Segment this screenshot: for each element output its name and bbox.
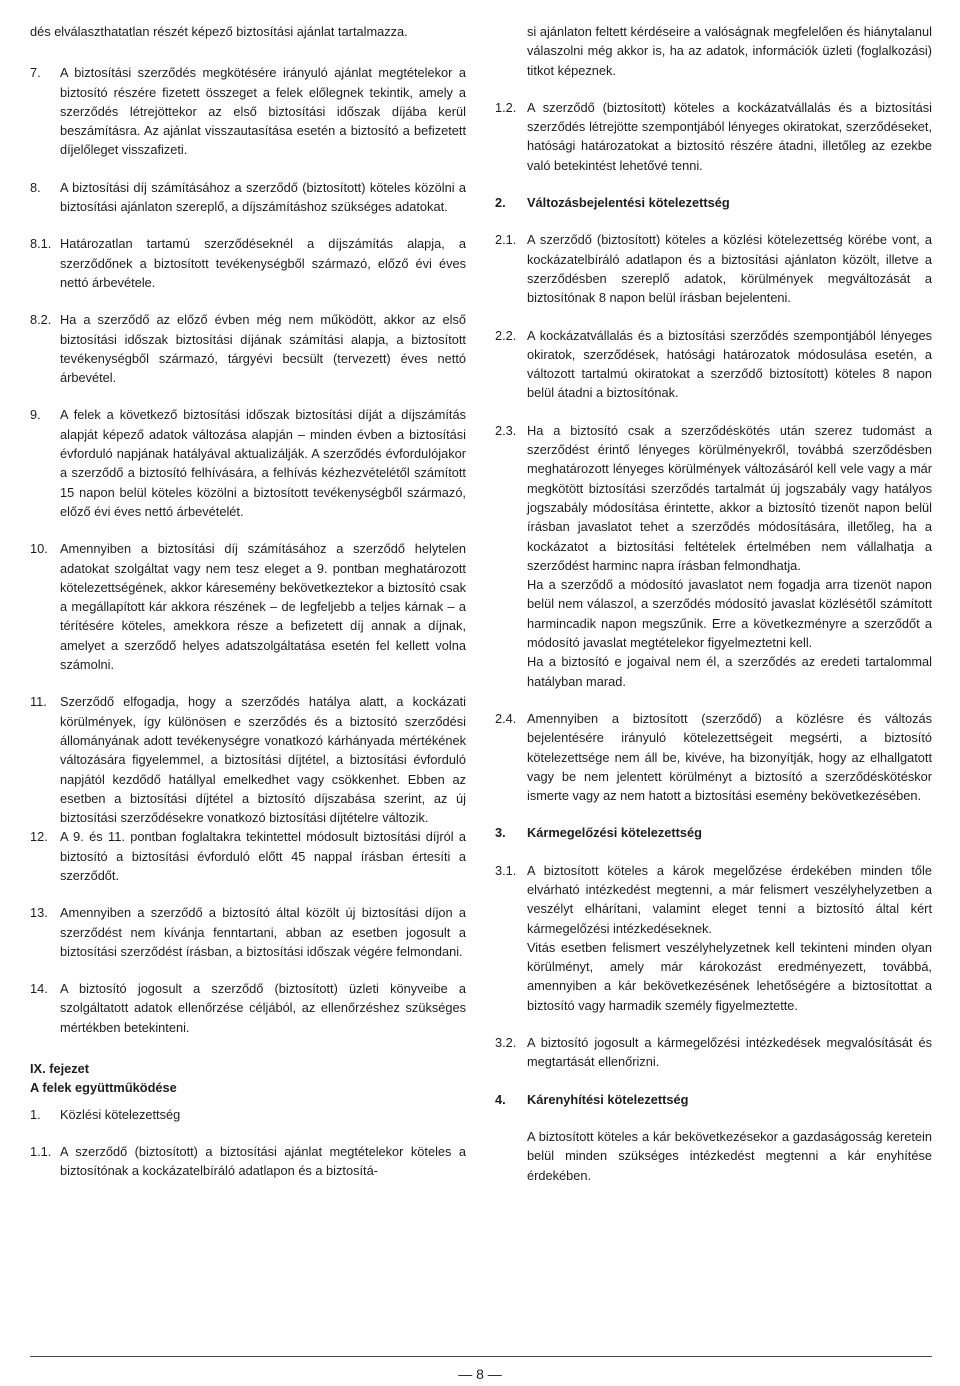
section-heading-1: [30, 1105, 466, 1124]
clause-7: [30, 63, 466, 159]
clause-text: A biztosító jogosult a kármegelőzési intézkedések megvalósítását és megtartását ellenőrizni.: [527, 1035, 932, 1070]
clause-1-2: [495, 98, 932, 175]
clause-text: A biztosítási díj számításához a szerződő (biztosított) köteles közölni a biztosítási ajánlaton szereplő, a díjszámításhoz szükséges adatokat.: [60, 179, 466, 215]
clause-text: A biztosított köteles a kár bekövetkezésekor a gazdaságosság keretein belül minden szükséges intézkedést megtenni a kár enyhítése érdekében.: [527, 1128, 932, 1183]
clause-number: 2.2.: [495, 327, 517, 343]
chapter-number: IX. fejezet: [30, 1061, 90, 1077]
clause-text: Amennyiben a biztosított (szerződő) a közlésre és változás bejelentésére irányuló kötelezettségeit megsérti, a biztosító kötelezettsége nem áll be, kivéve, ha bizonyítják, hogy az elhallgatott vagy be nem jelentett körülményt a biztosító a szerződéskötéskor ismerte vagy az nem hatott a biztosítási esemény bekövetkezésében.: [527, 710, 932, 804]
left-column: [30, 22, 466, 1181]
section-heading-3: [495, 823, 932, 842]
clause-2-4: [495, 709, 932, 805]
clause-text: A 9. és 11. pontban foglaltakra tekintettel módosult biztosítási díjról a biztosító a biztosítási évforduló előtt 45 nappal írásban értesíti a szerződőt.: [60, 829, 466, 883]
clause-number: 12.: [30, 829, 48, 845]
clause-text: Amennyiben a szerződő a biztosító által közölt új biztosítási díjon a szerződést nem kívánja fenntartani, abban az esetben jogosult a biztosítási szerződést írásban, a biztosítási időszak végére felmondani.: [60, 905, 466, 959]
footer-divider: [30, 1356, 932, 1357]
clause-text: A szerződő (biztosított) a biztosítási ajánlat megtételekor köteles a biztosítónak a kockázatelbíráló adatlapon és a biztosítá-: [60, 1143, 466, 1179]
section-title: Változásbejelentési kötelezettség: [527, 195, 730, 211]
clause-paragraph: Ha a szerződő a módosító javaslatot nem fogadja arra tizenöt napon belül nem válaszol, a szerződés módosító javaslat közlésétől számított harmincadik napon megszűnik. Erre a következményre a szerződőt a módosító javaslat megtételekor figyelmeztetni kell.: [527, 577, 932, 651]
clause-number: 8.: [30, 179, 41, 195]
clause-number: 14.: [30, 981, 48, 997]
clause-body: [527, 421, 932, 691]
clause-number: 1.1.: [30, 1143, 52, 1159]
clause-10: [30, 539, 466, 674]
clause-3-1: [495, 861, 932, 1015]
clause-number: 9.: [30, 407, 41, 423]
clause-text: Szerződő elfogadja, hogy a szerződés hatálya alatt, a kockázati körülmények, így különösen e szerződés és a biztosító szerződési állományának adott tevékenységre vonatkozó kárhányada mértékének változására figyelemmel, a biztosítási díjtétel, a biztosítási évforduló napjától kezdődő hatállyal emelkedhet vagy csökkenhet. Ebben az esetben a biztosítási díjtétel a biztosító díjszabása szerint, az új biztosítási szerződésekre vonatkozó biztosítási díjtételre változik.: [60, 694, 466, 826]
section-number: 1.: [30, 1106, 41, 1122]
clause-number: 8.2.: [30, 312, 52, 328]
clause-text: A biztosító jogosult a szerződő (biztosított) üzleti könyveibe a szolgáltatott adatok ellenőrzése céljából, az ellenőrzéshez szükséges mértékben betekinteni.: [60, 981, 466, 1035]
page-number: — 8 —: [458, 1366, 502, 1382]
section-title: Kárenyhítési kötelezettség: [527, 1091, 689, 1107]
section-heading-4: [495, 1090, 932, 1109]
clause-2-2: [495, 326, 932, 403]
clause-number: 2.1.: [495, 232, 517, 248]
clause-text: Amennyiben a biztosítási díj számításához a szerződő helytelen adatokat szolgáltat vagy nem tesz eleget a 9. pontban meghatározott kötelezettségének, akkor káresemény bekövetkeztekor a biztosító csak a megállapított kár akkora részének – de legfeljebb a teljes kárnak – a térítésére köteles, amekkora része a befizetett díj annak a díjnak, amelyet a szerződő helyes adatszolgáltatása esetén fel kellett volna számolni.: [60, 541, 466, 673]
clause-number: 11.: [30, 694, 47, 710]
clause-8-2: [30, 310, 466, 387]
clause-text: Ha a szerződő az előző évben még nem működött, akkor az első biztosítási időszak biztosítási díjának számítási alapja, a biztosított tevékenységből származó, tárgyévi becsült (tervezett) éves nettó árbevétel.: [60, 312, 466, 386]
clause-number: 1.2.: [495, 99, 517, 115]
continued-paragraph: dés elválaszthatatlan részét képező biztosítási ajánlat tartalmazza.: [30, 24, 408, 39]
clause-number: 3.2.: [495, 1035, 517, 1051]
clause-8-1: [30, 234, 466, 292]
clause-2-3: [495, 421, 932, 691]
section-title: Közlési kötelezettség: [60, 1106, 181, 1122]
clause-paragraph: Ha a biztosító csak a szerződéskötés után szerez tudomást a szerződést érintő lényeges körülményekről, továbbá szerződésben meghatározott lényeges körülmények változásáról kell vele vagy a már megkötött biztosítási szerződés tartalmát új jogszabály vagy hatályos jogszabály módosítása érintette, akkor a biztosító tizenöt napon belül írásban javaslatot tehet a szerződés módosítására, illetőleg, ha a kockázatot a biztosítási feltételek értelmében nem vállalhatja a szerződést harminc napra írásban felmondhatja.: [527, 422, 932, 573]
section-number: 2.: [495, 195, 506, 211]
clause-1-1: [30, 1142, 466, 1181]
right-column: [495, 22, 932, 1185]
section-heading-2: [495, 193, 932, 212]
clause-text: A szerződő (biztosított) köteles a közlési kötelezettség körébe vont, a kockázatelbíráló adatlapon és a biztosítási ajánlaton közölt, illetve a szerződésben szereplő adatok, körülmények megváltozását a biztosítónak 8 napon belül írásban bejelenteni.: [527, 232, 932, 306]
clause-11: [30, 692, 466, 827]
section-title: Kármegelőzési kötelezettség: [527, 825, 702, 841]
clause-number: 7.: [30, 65, 41, 81]
clause-text: Határozatlan tartamú szerződéseknél a díjszámítás alapja, a szerződőnek a biztosított tevékenységből származó, előző évi éves nettó árbevétele.: [60, 236, 466, 290]
clause-text: A kockázatvállalás és a biztosítási szerződés szempontjából lényeges okiratok, szerződések, hatósági határozatok módosulása esetén, a változott tartalmú okiratokat a szerződő biztosított) köteles 8 napon belül átadni a biztosítónak.: [527, 327, 932, 401]
section-number: 4.: [495, 1091, 506, 1107]
clause-paragraph: Ha a biztosító e jogaival nem él, a szerződés az eredeti tartalommal hatályban marad.: [527, 654, 932, 689]
clause-body: [527, 861, 932, 1015]
clause-14: [30, 979, 466, 1037]
chapter-title: A felek együttműködése: [30, 1080, 177, 1096]
clause-text: A felek a következő biztosítási időszak biztosítási díját a díjszámítás alapját képező adatok változása alapján – minden évben a biztosítási évforduló napjának hatályával aktualizálják. A szerződés évfordulójakor a szerződő a biztosító felhívására, a felhívás kézhezvételétől számított 15 napon belül köteles közölni a biztosított tevékenységből származó, előző évi éves nettó árbevételét.: [60, 407, 466, 519]
clause-number: 2.3.: [495, 422, 517, 438]
clause-text: A szerződő (biztosított) köteles a kockázatvállalás és a biztosítási szerződés létrejötte szempontjából lényeges okiratokat, szerződéseket, hatósági határozatokat a biztosító részére átadni, illetőleg az ezekbe való betekintést lehetővé tenni.: [527, 99, 932, 173]
continued-text: si ajánlaton feltett kérdéseire a valóságnak megfelelően és hiánytalanul válaszolni még akkor is, ha az adatok, információk üzleti (foglalkozási) titkot képeznek.: [527, 24, 932, 78]
clause-4: [495, 1127, 932, 1185]
clause-text: A biztosítási szerződés megkötésére irányuló ajánlat megtételekor a biztosító részére fizetett összeget a felek előlegnek tekintik, amely a szerződés létrejöttekor az első biztosítási időszak díjába kerül beszámításra. Az ajánlat visszautasítása esetén a biztosító a befizetett díjelőleget visszafizeti.: [60, 65, 466, 158]
clause-paragraph: A biztosított köteles a károk megelőzése érdekében minden tőle elvárható intézkedést megtenni, a már felismert veszélyhelyzetben a veszélyt elhárítani, valamint eleget tenni a biztosító által kért kármegelőzési intézkedéseknek.: [527, 862, 932, 936]
clause-8: [30, 178, 466, 217]
clause-2-1: [495, 230, 932, 307]
clause-12: [30, 827, 466, 885]
clause-number: 8.1.: [30, 236, 52, 252]
section-number: 3.: [495, 825, 506, 841]
clause-3-2: [495, 1033, 932, 1072]
clause-9: [30, 405, 466, 521]
clause-number: 3.1.: [495, 862, 517, 878]
continued-paragraph: [495, 22, 932, 80]
clause-number: 10.: [30, 541, 48, 557]
clause-number: 13.: [30, 905, 48, 921]
clause-13: [30, 903, 466, 961]
clause-paragraph: Vitás esetben felismert veszélyhelyzetnek kell tekinteni minden olyan körülményt, amely már károkozást eredményezett, továbbá, amennyiben a kár bekövetkezésének lehetőségére a biztosítottat a biztosító vagy harmadik személy figyelmeztette.: [527, 939, 932, 1013]
clause-number: 2.4.: [495, 710, 517, 726]
